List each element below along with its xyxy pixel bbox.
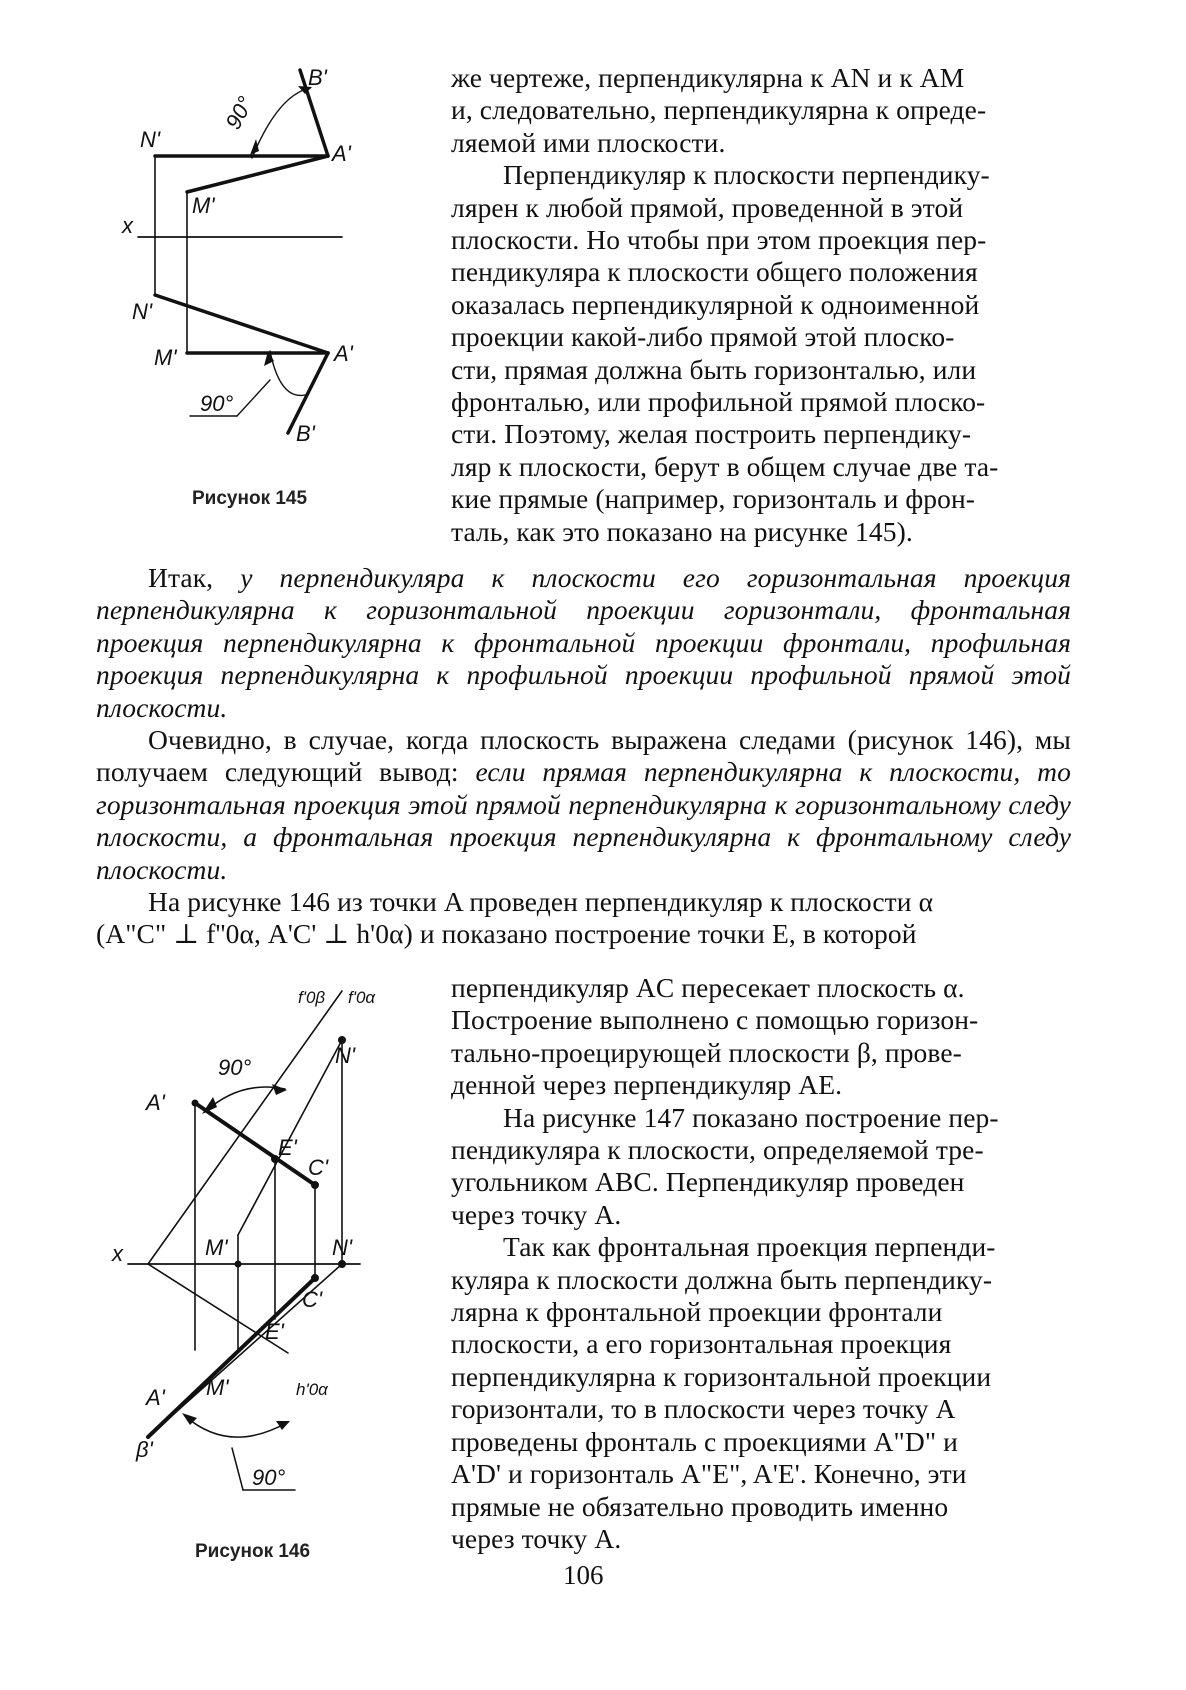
p3-start: Итак, xyxy=(148,562,214,593)
angle-label-bottom: 90° xyxy=(252,1465,286,1490)
text-line: A'D' и горизонталь A"E", A'E'. Конечно, эти xyxy=(451,1458,967,1490)
label-C-prime-bottom: C' xyxy=(302,1287,323,1312)
text-line: прямые не обязательно проводить именно xyxy=(451,1490,949,1522)
label-f0-beta: f'0β xyxy=(298,988,326,1007)
p3-italic-rule: у перпендикуляра к плоскости его горизонтальная проекция перпендикулярна к горизонтальной проекции горизонтали, фронтальная проекция перпендикулярна к фронтальной проекции фронтали, профильная проекция перпендикулярна к профильной проекции профильной прямой этой плоскости. xyxy=(96,562,1071,723)
label-C-prime-top: C' xyxy=(308,1155,329,1180)
paragraph-5 xyxy=(96,886,1071,951)
text-line: ляр к плоскости, берут в общем случае две та- xyxy=(451,450,999,482)
angle-label-top: 90° xyxy=(220,92,259,134)
label-N-prime-top: N' xyxy=(335,1043,356,1068)
label-h0-alpha: h'0α xyxy=(296,1380,328,1399)
paragraph-5-continued xyxy=(451,972,1071,1102)
figure-145-drawing xyxy=(120,55,400,455)
text-line: оказалась перпендикулярной к одноименной xyxy=(451,288,980,320)
text-line: ляемой ими плоскости. xyxy=(451,126,726,158)
text-line: через точку A. xyxy=(451,1198,622,1230)
paragraph-1 xyxy=(451,62,1071,159)
text-line: проведены фронталь с проекциями A"D" и xyxy=(451,1425,958,1457)
label-beta-prime: β' xyxy=(136,1437,153,1462)
label-A-prime-bottom: A' xyxy=(334,341,353,366)
p4-italic-rule: если прямая перпендикулярна к плоскости, то горизонтальная проекция этой прямой перпендикулярна к горизонтальному следу плоскости, а фронтальная проекция перпендикулярна к фронтальному следу плоскости. xyxy=(96,756,1071,885)
text-line: сти, прямая должна быть горизонталью, или xyxy=(451,353,977,385)
text-line: Перпендикуляр к плоскости перпендику- xyxy=(503,159,990,191)
figure-145 xyxy=(120,55,400,455)
text-line: пендикуляра к плоскости, определяемой тре- xyxy=(451,1134,984,1166)
paragraph-3 xyxy=(96,562,1071,724)
text-line: денной через перпендикуляр AE. xyxy=(451,1069,843,1101)
text-line: пендикуляра к плоскости общего положения xyxy=(451,256,978,288)
text-line: угольником ABC. Перпендикуляр проведен xyxy=(451,1166,965,1198)
text-line: перпендикулярна к горизонтальной проекции xyxy=(451,1360,992,1392)
label-E-prime-top: E' xyxy=(278,1135,297,1160)
label-E-prime-bottom: E' xyxy=(265,1319,284,1344)
text-line: сти. Поэтому, желая построить перпендику- xyxy=(451,418,972,450)
text-line: кие прямые (например, горизонталь и фрон- xyxy=(451,483,976,515)
label-M-prime-bottom: M' xyxy=(154,345,177,370)
text-line: плоскости. Но чтобы при этом проекция пер- xyxy=(451,224,987,256)
page-number: 106 xyxy=(563,1560,604,1590)
label-x-axis: x xyxy=(122,213,133,238)
text-line: фронталью, или профильной прямой плоско- xyxy=(451,386,986,418)
angle-label-top: 90° xyxy=(218,1055,252,1080)
text-line: же чертеже, перпендикулярна к AN и к AM xyxy=(451,62,965,93)
p4-start: Очевидно, в случае, когда плоскость выражена следами (рисунок 146), мы получаем следующий вывод: xyxy=(96,724,1071,788)
figure-146-caption: Рисунок 146 xyxy=(195,1541,311,1562)
text-block-bottom xyxy=(451,972,1071,1555)
text-line: лярен к любой прямой, проведенной в этой xyxy=(451,191,964,223)
figure-146 xyxy=(110,985,400,1535)
label-M-prime-top: M' xyxy=(205,1235,228,1260)
text-line: перпендикуляр AC пересекает плоскость α. xyxy=(451,972,965,1003)
paragraph-4 xyxy=(96,724,1071,886)
figure-145-caption: Рисунок 145 xyxy=(192,488,308,509)
text-line: куляра к плоскости должна быть перпендику- xyxy=(451,1263,993,1295)
text-line: На рисунке 146 из точки A проведен перпендикуляр к плоскости α xyxy=(148,886,934,918)
text-line: плоскости, а его горизонтальная проекция xyxy=(451,1328,952,1360)
text-line: (A"C" ⊥ f''0α, A'C' ⊥ h'0α) и показано построение точки E, в которой xyxy=(96,918,917,950)
label-A-prime-top: A' xyxy=(146,1090,165,1115)
label-B-prime-bottom: B' xyxy=(296,421,315,446)
paragraph-7 xyxy=(451,1231,1071,1555)
paragraph-6 xyxy=(451,1102,1071,1232)
text-block-top xyxy=(451,62,1071,548)
text-line: Построение выполнено с помощью горизон- xyxy=(451,1004,979,1036)
label-N-prime-top: N' xyxy=(140,127,161,152)
label-B-prime-top: B' xyxy=(308,65,327,90)
figure-146-drawing xyxy=(110,985,400,1535)
label-N-prime-bottom: N' xyxy=(332,1235,353,1260)
text-line: через точку A. xyxy=(451,1522,622,1554)
text-line: На рисунке 147 показано построение пер- xyxy=(503,1101,999,1133)
text-line: и, следовательно, перпендикулярна к опреде- xyxy=(451,94,987,126)
text-line: горизонтали, то в плоскости через точку A xyxy=(451,1393,956,1425)
text-line: лярна к фронтальной проекции фронтали xyxy=(451,1296,943,1328)
text-line: проекции какой-либо прямой этой плоско- xyxy=(451,321,955,353)
label-M-prime-top: M' xyxy=(192,193,215,218)
angle-label-bottom: 90° xyxy=(200,391,234,416)
label-A-prime-bottom: A' xyxy=(146,1385,165,1410)
paragraph-2 xyxy=(451,159,1071,548)
text-line: Так как фронтальная проекция перпенди- xyxy=(503,1231,996,1263)
label-M-prime-bottom: M' xyxy=(206,1375,229,1400)
label-x-axis: x xyxy=(112,1241,123,1266)
label-f0-alpha: f'0α xyxy=(348,988,376,1007)
text-line: тально-проецирующей плоскости β, прове- xyxy=(451,1036,962,1068)
label-N-prime-bottom: N' xyxy=(132,299,153,324)
label-A-prime-top: A' xyxy=(332,141,351,166)
text-block-full xyxy=(96,562,1071,951)
text-line: таль, как это показано на рисунке 145). xyxy=(451,515,913,547)
